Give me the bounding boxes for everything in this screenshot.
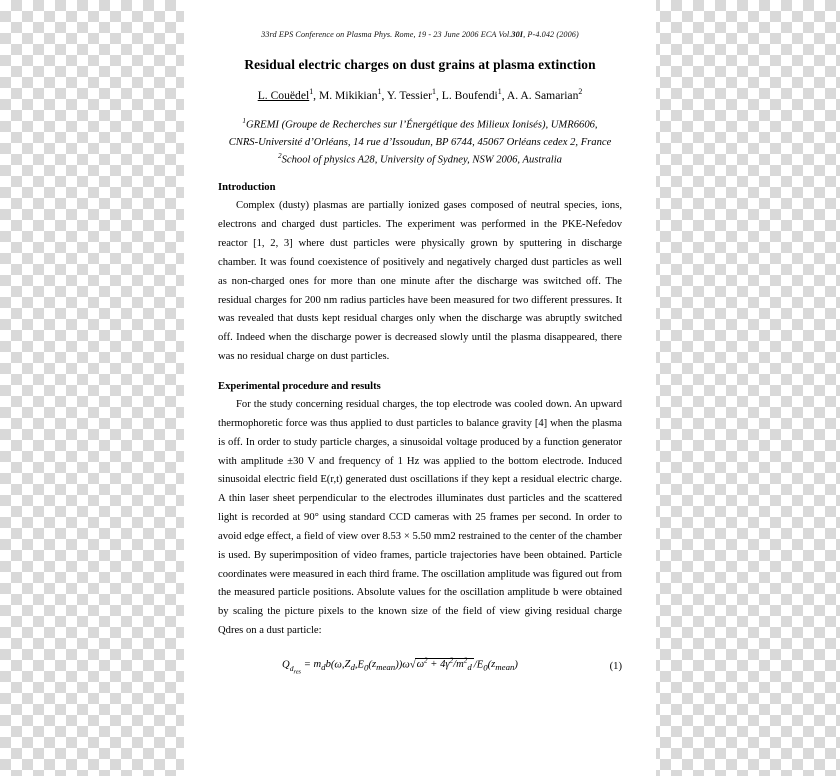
author-affil-marker: 2: [578, 87, 583, 96]
running-head-volume: 30I: [511, 30, 524, 39]
affiliation-line: [218, 116, 622, 134]
paper-page: [184, 0, 656, 776]
affiliation-line: [218, 134, 622, 151]
running-head: [218, 30, 622, 39]
affiliation-block: [218, 116, 622, 169]
equation-row: [218, 657, 622, 675]
equation-number: (1): [609, 660, 622, 672]
author: [319, 89, 382, 102]
affiliation-text: School of physics A28, University of Sydney, NSW 2006, Australia: [281, 154, 562, 166]
section-heading-experimental: Experimental procedure and results: [218, 380, 381, 392]
author: [442, 89, 502, 102]
author: [507, 89, 582, 102]
affiliation-marker: 1: [242, 116, 247, 125]
author-affil-marker: 1: [497, 87, 502, 96]
paragraph-experimental: For the study concerning residual charges, the top electrode was cooled down. An upward thermophoretic force was thus applied to dust particles to balance gravity [4] when the plasma is off. In order to study particle charges, a sinusoidal voltage produced by a function generator with amplitude ±30 V and frequency of 1 Hz was applied to the bottom electrode. Induced sinusoidal electric field E(r,t) generated dust oscillations if they kept a residual electric charge. A thin laser sheet perpendicular to the electrodes illuminates dust particles and the scattered light is recorded at 90° using standard CCD cameras with 25 frames per second. In order to avoid edge effect, a field of view over 8.53 × 5.50 mm2 restrained to the center of the chamber is used. By superimposition of video frames, particle trajectories have been obtained. Particle coordinates were measured in each third frame. The oscillation amplitude was figured out from the measured particle positions. Absolute values for the oscillation amplitude b were obtained by scaling the picture pixels to the known size of the field of view giving residual charge Qdres on a dust particle:: [218, 398, 622, 637]
author-list: L. Couëdel$^1$, M. Mikikian$^1$, Y. Tessier$^1$, L. Boufendi$^1$, A. A. Samarian$^2$: [257, 87, 583, 102]
author-name: L. Couëdel: [257, 88, 310, 102]
affiliation-marker: 2: [278, 151, 282, 160]
page-title: Residual electric charges on dust grains at plasma extinction: [244, 57, 596, 72]
author: [258, 89, 313, 102]
equation-body: $Q_{d_{res}} = m_db(\omega,Z_d,E_0(z_{mean}))\omega√\omega^2 + 4\gamma^2/m^2_d$ $/E_0(z_{mean})$: [282, 656, 518, 676]
author-name: L. Boufendi: [441, 88, 498, 102]
affiliation-text: CNRS-Université d’Orléans, 14 rue d’Issoudun, BP 6744, 45067 Orléans cedex 2, France: [228, 136, 612, 148]
author-name: A. A. Samarian: [506, 88, 579, 102]
running-head-suffix: , P-4.042 (2006): [523, 30, 579, 39]
author: [387, 89, 436, 102]
section-heading-introduction: Introduction: [218, 182, 276, 194]
author-name: Y. Tessier: [386, 88, 433, 102]
author-affil-marker: 1: [309, 87, 314, 96]
paragraph-introduction: Complex (dusty) plasmas are partially ionized gases composed of neutral species, ions, electrons and charged dust particles. The experiment was performed in the PKE-Nefedov reactor [1, 2, 3] where dust particles were physically grown by sputtering in discharge chamber. It was found coexistence of positively and negatively charged dust particles as well as non-charged ones for more than one minute after the discharge was switched off. The residual charges for 200 nm radius particles have been measured for two different pressures. It was revealed that dusts kept residual charges only when the discharge was abruptly switched off. Indeed when the discharge power is decreased slowly until the plasma disappeared, there was no residual charge on dust particles.: [218, 200, 622, 363]
running-head-prefix: 33rd EPS Conference on Plasma Phys. Rome, 19 - 23 June 2006 ECA Vol.: [261, 30, 512, 39]
affiliation-text: GREMI (Groupe de Recherches sur l’Énergétique des Milieux Ionisés), UMR6606,: [246, 119, 598, 131]
affiliation-line: [218, 151, 622, 169]
author-name: M. Mikikian: [318, 88, 378, 102]
author-affil-marker: 1: [377, 87, 382, 96]
author-affil-marker: 1: [432, 87, 436, 96]
